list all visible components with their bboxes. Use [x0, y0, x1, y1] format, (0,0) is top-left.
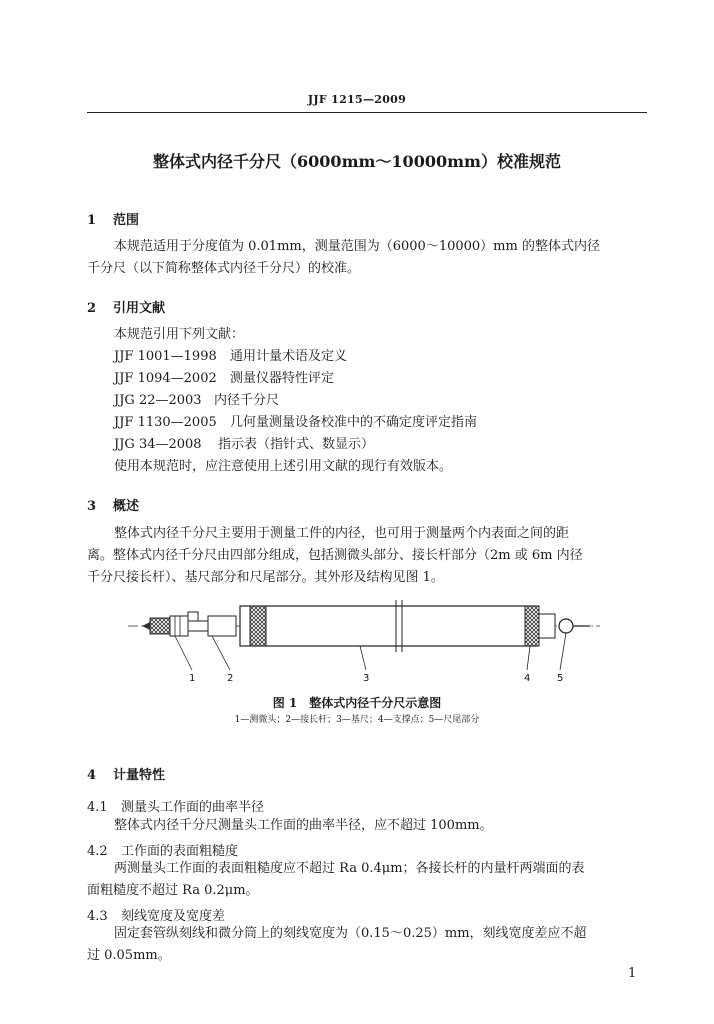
reference-title: 测量仪器特性评定 — [230, 371, 335, 386]
text-line: 两测量头工作面的表面粗糙度应不超过 Ra 0.4μm；各接长杆的内量杆两端面的表 — [114, 861, 585, 876]
references-note: 使用本规范时，应注意使用上述引用文献的现行有效版本。 — [114, 459, 453, 474]
references-intro: 本规范引用下列文献： — [114, 327, 245, 342]
text-line: 离。整体式内径千分尺由四部分组成，包括测微头部分、接长杆部分（2m 或 6m 内径 — [87, 548, 583, 563]
section-title: 计量特性 — [113, 768, 166, 783]
page-title: 整体式内径千分尺（6000mm～10000mm）校准规范 — [153, 152, 561, 171]
page-number: 1 — [628, 966, 637, 981]
references-list — [114, 324, 634, 478]
subsection-4-3-text — [87, 923, 652, 967]
reference-code: JJF 1094—2002 — [114, 371, 217, 386]
figure-label-1: 1 — [189, 673, 196, 684]
reference-item — [114, 368, 634, 390]
text-line: 过 0.05mm。 — [87, 948, 171, 963]
text-line: 千分尺（以下简称整体式内径千分尺）的校准。 — [87, 261, 361, 276]
text-line: 面粗糙度不超过 Ra 0.2μm。 — [87, 883, 259, 898]
reference-code: JJG 22—2003 — [114, 393, 202, 408]
base-ruler — [240, 606, 536, 646]
leader-line — [212, 636, 230, 670]
figure-label-2: 2 — [227, 673, 234, 684]
section-3-heading — [87, 495, 139, 514]
reference-title: 指示表（指针式、数显示） — [218, 437, 375, 452]
micrometer-figure — [120, 596, 610, 686]
leader-line — [360, 646, 366, 670]
support-point-left — [250, 606, 266, 646]
text-line: 整体式内径千分尺主要用于测量工件的内径，也可用于测量两个内表面之间的距 — [114, 526, 570, 541]
scope-paragraph — [87, 236, 652, 280]
reference-title: 几何量测量设备校准中的不确定度评定指南 — [230, 415, 478, 430]
text-line: 固定套管纵刻线和微分筒上的刻线宽度为（0.15～0.25）mm，刻线宽度差应不超 — [114, 926, 587, 941]
subsection-number: 4.3 — [87, 909, 108, 924]
subsection-number: 4.1 — [87, 800, 108, 815]
text-line: 本规范适用于分度值为 0.01mm，测量范围为（6000～10000）mm 的整体式内径 — [114, 239, 600, 254]
subsection-4-2-heading — [87, 840, 238, 859]
dial-indicator — [559, 619, 573, 633]
measuring-tip — [142, 622, 150, 630]
section-title: 范围 — [113, 213, 140, 228]
reference-code: JJG 34—2008 — [114, 437, 202, 452]
reference-item — [114, 390, 634, 412]
subsection-title: 测量头工作面的曲率半径 — [121, 800, 265, 815]
subsection-number: 4.2 — [87, 844, 108, 859]
extension-rod — [208, 616, 236, 636]
subsection-4-1-text — [87, 815, 652, 837]
section-title: 概述 — [113, 499, 140, 514]
section-number: 2 — [87, 301, 97, 316]
section-1-heading — [87, 209, 139, 228]
subsection-title: 刻线宽度及宽度差 — [121, 909, 226, 924]
tail-body — [539, 614, 555, 638]
leader-line — [527, 646, 530, 670]
section-number: 4 — [87, 768, 97, 783]
figure-label-5: 5 — [557, 673, 564, 684]
section-2-heading — [87, 297, 165, 316]
reference-title: 通用计量术语及定义 — [230, 349, 348, 364]
subsection-title: 工作面的表面粗糙度 — [121, 844, 239, 859]
figure-legend: 1—测微头；2—接长杆；3—基尺；4—支撑点；5—尺尾部分 — [234, 715, 480, 725]
text-line: 整体式内径千分尺测量头工作面的曲率半径，应不超过 100mm。 — [114, 818, 493, 833]
section-number: 3 — [87, 499, 97, 514]
reference-item — [114, 346, 634, 368]
header-rule — [87, 112, 647, 113]
reference-title: 内径千分尺 — [214, 393, 280, 408]
micrometer-head — [150, 618, 170, 634]
figure-caption: 图 1 整体式内径千分尺示意图 — [272, 696, 442, 710]
overview-paragraph — [87, 523, 652, 589]
reference-code: JJF 1130—2005 — [114, 415, 217, 430]
figure-label-3: 3 — [363, 673, 370, 684]
section-title: 引用文献 — [113, 301, 166, 316]
subsection-4-3-heading — [87, 905, 225, 924]
micrometer-sleeve — [170, 616, 188, 636]
subsection-4-1-heading — [87, 796, 264, 815]
leader-line — [175, 636, 192, 670]
extension-rod-neck — [188, 621, 208, 631]
section-number: 1 — [87, 213, 97, 228]
document-code: JJF 1215—2009 — [307, 93, 407, 106]
reference-item — [114, 412, 634, 434]
lock-nut — [188, 612, 198, 621]
text-line: 千分尺接长杆）、基尺部分和尺尾部分。其外形及结构见图 1。 — [87, 570, 444, 585]
figure-label-4: 4 — [524, 673, 531, 684]
section-4-heading — [87, 764, 165, 783]
subsection-4-2-text — [87, 858, 652, 902]
support-point-right — [525, 606, 539, 646]
leader-line — [560, 633, 566, 670]
reference-item — [114, 434, 634, 456]
reference-code: JJF 1001—1998 — [114, 349, 217, 364]
